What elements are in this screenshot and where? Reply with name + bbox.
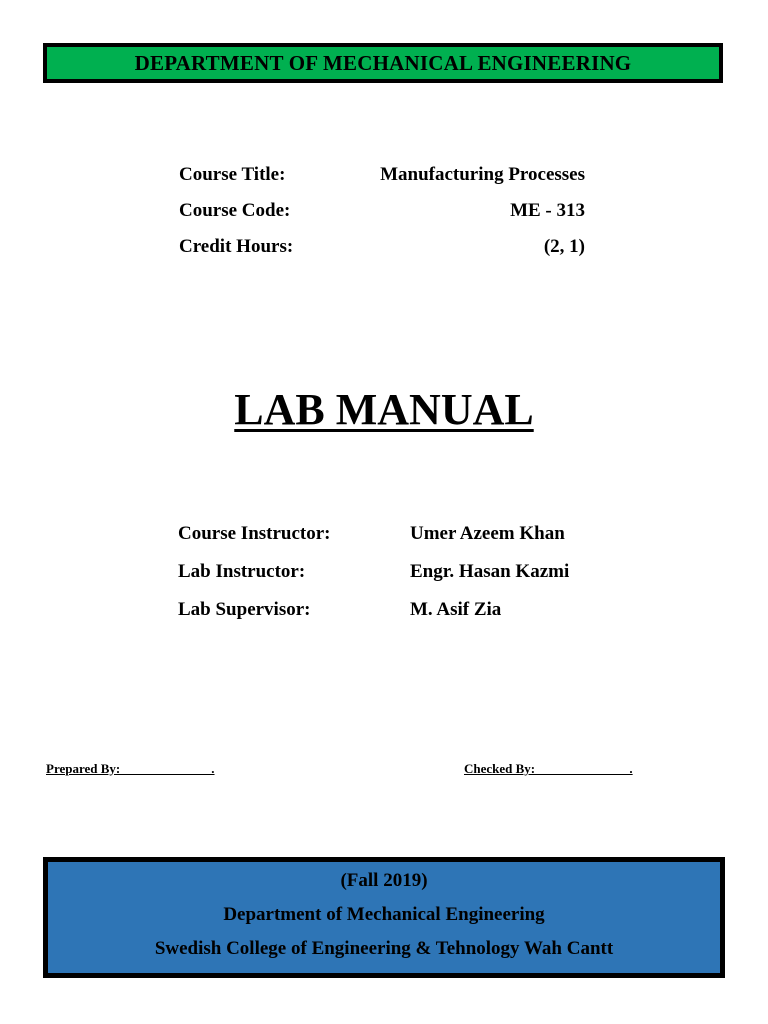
course-instructor-value: Umer Azeem Khan [410, 523, 565, 544]
course-title-row [179, 164, 589, 200]
course-code-row [179, 200, 589, 236]
footer-term: (Fall 2019) [340, 870, 428, 891]
credit-hours-value: (2, 1) [543, 236, 585, 257]
lab-instructor-row [178, 561, 598, 599]
lab-supervisor-label: Lab Supervisor: [178, 599, 311, 620]
footer-department: Department of Mechanical Engineering [223, 904, 545, 925]
course-instructor-row [178, 523, 598, 561]
credit-hours-row [179, 236, 589, 272]
lab-supervisor-row [178, 599, 598, 637]
course-instructor-label: Course Instructor: [178, 523, 331, 544]
prepared-by-signature-line: Prepared By: . [46, 761, 215, 776]
footer-college: Swedish College of Engineering & Tehnology Wah Cantt [154, 938, 614, 959]
lab-instructor-value: Engr. Hasan Kazmi [410, 561, 570, 582]
header-department-title: DEPARTMENT OF MECHANICAL ENGINEERING [134, 50, 632, 75]
course-code-label: Course Code: [179, 200, 291, 221]
course-info-block [179, 164, 589, 272]
document-title-container [0, 384, 768, 435]
course-code-value: ME - 313 [510, 200, 585, 221]
document-title: LAB MANUAL [234, 385, 534, 434]
footer-banner [43, 857, 725, 978]
lab-supervisor-value: M. Asif Zia [410, 599, 502, 620]
credit-hours-label: Credit Hours: [179, 236, 294, 257]
staff-block [178, 523, 598, 637]
checked-by-signature-line: Checked By: . [464, 761, 633, 776]
header-banner [43, 43, 723, 83]
course-title-label: Course Title: [179, 164, 286, 185]
course-title-value: Manufacturing Processes [380, 164, 585, 185]
lab-instructor-label: Lab Instructor: [178, 561, 306, 582]
